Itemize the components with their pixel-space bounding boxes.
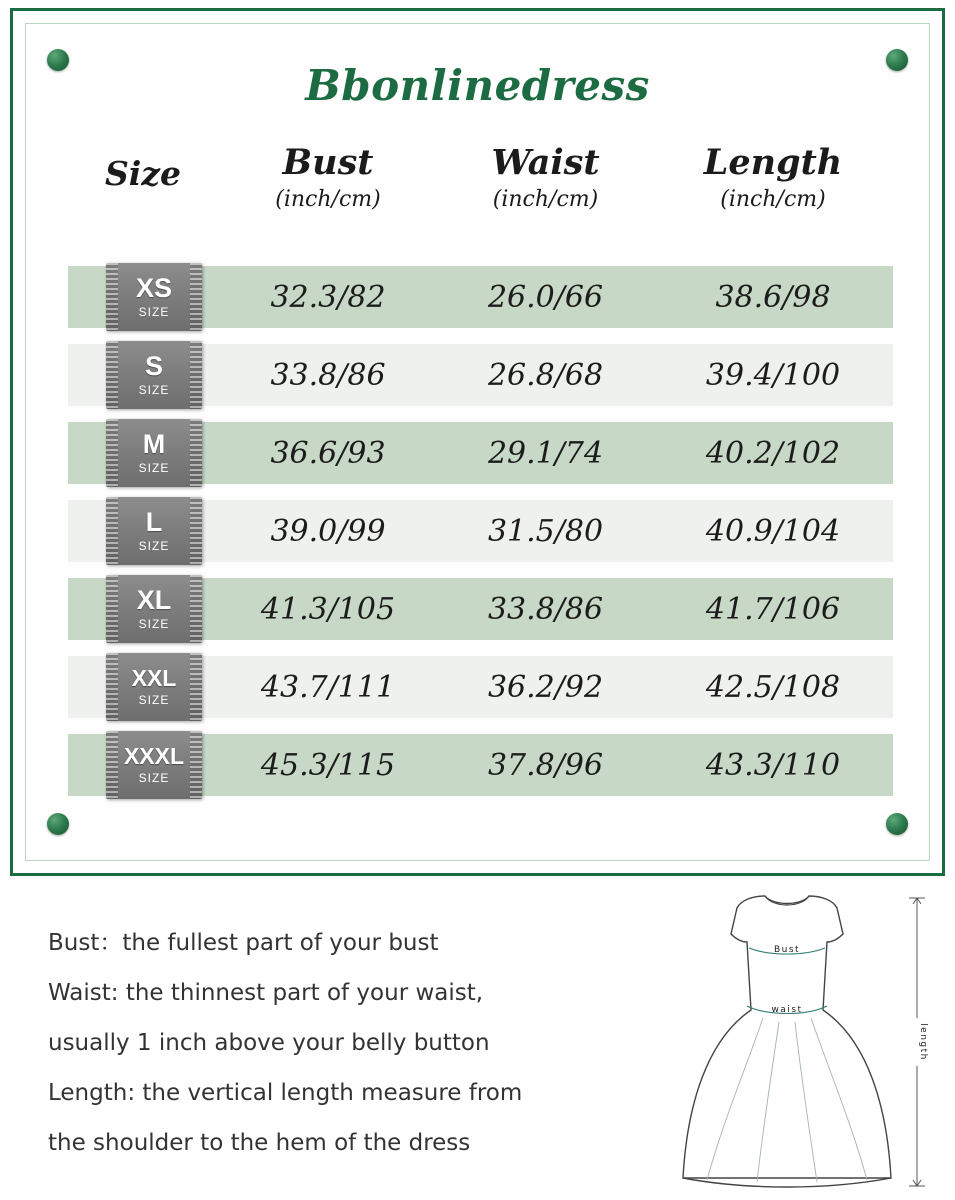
note-line-length-1: Length: the vertical length measure from — [48, 1080, 523, 1106]
cell-waist: 36.2/92 — [487, 669, 604, 705]
cell-bust: 43.7/111 — [260, 669, 396, 705]
cell-bust: 33.8/86 — [270, 357, 386, 393]
size-tag-label: S — [144, 351, 163, 381]
size-tag-sublabel: SIZE — [138, 383, 170, 397]
note-line-bust: Bust：the fullest part of your bust — [48, 930, 439, 956]
cell-length: 39.4/100 — [705, 357, 841, 393]
note-line-waist-2: usually 1 inch above your belly button — [48, 1030, 490, 1056]
table-row — [68, 422, 893, 484]
header-bust-unit: (inch/cm) — [275, 186, 381, 212]
header-waist-unit: (inch/cm) — [492, 186, 599, 212]
header-bust-label: Bust — [282, 142, 374, 183]
size-tag-sublabel: SIZE — [138, 617, 170, 631]
table-row — [68, 578, 893, 640]
figure-length-label: length — [918, 1023, 928, 1061]
dress-diagram — [637, 890, 937, 1195]
cell-length: 43.3/110 — [705, 747, 841, 783]
cell-waist: 37.8/96 — [487, 747, 604, 783]
header-cell-size — [68, 141, 218, 194]
cell-waist: 31.5/80 — [487, 513, 604, 549]
cell-length: 40.2/102 — [705, 435, 841, 471]
size-tag — [106, 497, 202, 565]
size-tag — [106, 653, 202, 721]
size-tag-label: XXXL — [123, 743, 185, 769]
cell-length: 40.9/104 — [705, 513, 841, 549]
cell-bust: 41.3/105 — [260, 591, 396, 627]
header-size-label: Size — [104, 154, 182, 193]
size-tag-label: XL — [136, 585, 172, 615]
size-tag — [106, 419, 202, 487]
size-tag-label: XS — [135, 273, 173, 303]
table-row — [68, 344, 893, 406]
cell-bust: 36.6/93 — [270, 435, 386, 471]
cell-bust: 39.0/99 — [270, 513, 386, 549]
size-tag — [106, 575, 202, 643]
size-tag-label: L — [145, 507, 163, 537]
figure-bust-label: Bust — [773, 945, 801, 955]
size-tag-label: XXL — [131, 665, 177, 691]
note-line-length-2: the shoulder to the hem of the dress — [48, 1130, 471, 1156]
cell-length: 41.7/106 — [705, 591, 841, 627]
table-row — [68, 734, 893, 796]
table-row — [68, 500, 893, 562]
table-row — [68, 656, 893, 718]
cell-waist: 26.8/68 — [487, 357, 604, 393]
size-tag-sublabel: SIZE — [138, 305, 170, 319]
screw-bottom-right-icon — [886, 813, 908, 835]
size-tag-sublabel: SIZE — [138, 693, 170, 707]
header-length-label: Length — [703, 142, 843, 183]
screw-bottom-left-icon — [47, 813, 69, 835]
header-waist-label: Waist — [491, 142, 600, 183]
header-cell-length — [653, 141, 893, 212]
cell-waist: 29.1/74 — [487, 435, 604, 471]
brand-title: Bbonlinedress — [305, 61, 650, 110]
size-table — [68, 141, 893, 812]
size-chart-board — [10, 8, 945, 876]
size-tag — [106, 263, 202, 331]
header-cell-bust — [218, 141, 438, 212]
cell-waist: 26.0/66 — [487, 279, 604, 315]
size-tag — [106, 341, 202, 409]
table-header-row — [68, 141, 893, 266]
size-tag-sublabel: SIZE — [138, 771, 170, 785]
cell-length: 38.6/98 — [715, 279, 831, 315]
cell-bust: 32.3/82 — [270, 279, 386, 315]
size-tag-sublabel: SIZE — [138, 461, 170, 475]
size-tag-sublabel: SIZE — [138, 539, 170, 553]
header-length-unit: (inch/cm) — [720, 186, 826, 212]
cell-length: 42.5/108 — [705, 669, 841, 705]
measurement-notes — [48, 918, 628, 1168]
table-row — [68, 266, 893, 328]
figure-waist-label: waist — [771, 1005, 803, 1015]
note-line-waist-1: Waist: the thinnest part of your waist, — [48, 980, 484, 1006]
cell-waist: 33.8/86 — [487, 591, 604, 627]
header-cell-waist — [438, 141, 653, 212]
cell-bust: 45.3/115 — [260, 747, 396, 783]
size-tag — [106, 731, 202, 799]
size-tag-label: M — [142, 429, 166, 459]
